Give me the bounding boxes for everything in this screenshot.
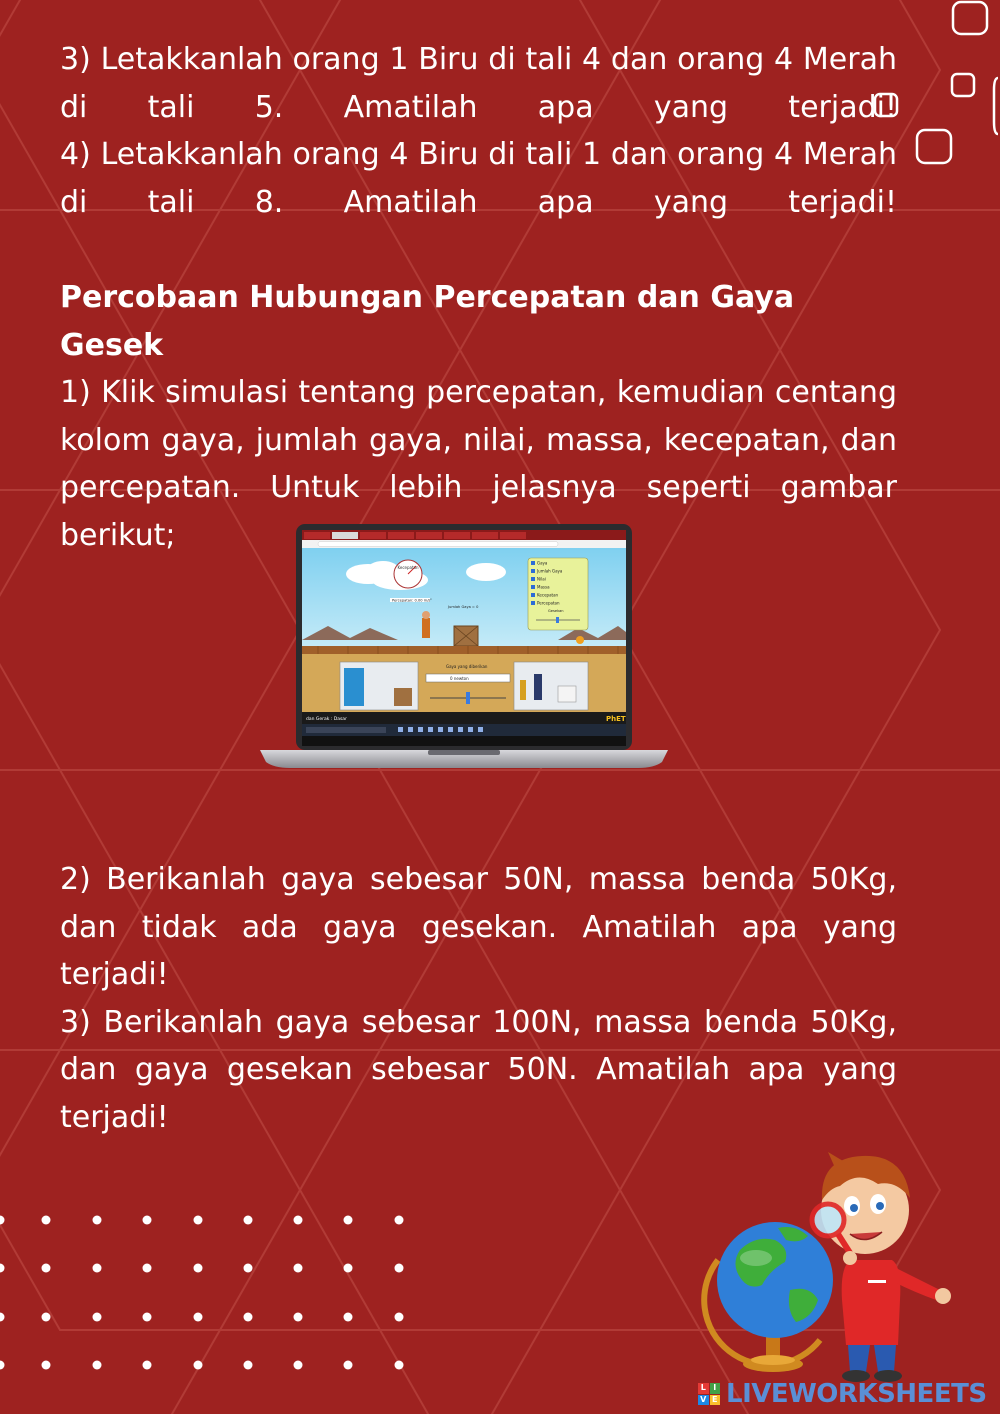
step-3: 3) Berikanlah gaya sebesar 100N, massa benda 50Kg, dan gaya gesekan sebesar 50N. Amatilah apa yang terjadi! — [60, 1004, 897, 1135]
liveworksheets-branding — [698, 1378, 998, 1410]
logo-letter-i: I — [710, 1383, 721, 1394]
laptop-simulation-image — [258, 522, 670, 770]
sim-applied-force-label: Gaya yang diberikan — [446, 664, 488, 669]
liveworksheets-logo-icon — [698, 1383, 720, 1405]
sim-panel-item-1: Jumlah Gaya — [537, 568, 563, 574]
kid-with-globe-illustration — [700, 1140, 960, 1385]
sim-panel-item-4: Kecepatan — [537, 592, 559, 598]
sim-speed-label: Kecepatan — [397, 565, 419, 570]
liveworksheets-wordmark: LIVEWORKSHEETS — [726, 1379, 987, 1409]
sim-panel-item-5: Percepatan — [537, 600, 560, 606]
instruction-3: 3) Letakkanlah orang 1 Biru di tali 4 dan orang 4 Merah di tali 5. Amatilah apa yang terjadi! — [60, 42, 897, 125]
sim-acceleration-label: Percepatan: 0.00 m/s² — [392, 598, 432, 603]
sim-panel-item-2: Nilai — [537, 576, 546, 582]
instruction-4: 4) Letakkanlah orang 4 Biru di tali 1 dan orang 4 Merah di tali 8. Amatilah apa yang terjadi! — [60, 137, 897, 220]
sim-footer-label: dan Gerak : Dasar — [306, 717, 347, 722]
logo-letter-e: E — [710, 1395, 721, 1406]
sim-panel-item-0: Gaya — [537, 560, 548, 566]
sim-friction-label: Gesekan — [548, 609, 564, 613]
sim-sum-force-label: Jumlah Gaya = 0 — [448, 605, 479, 609]
sim-panel-item-3: Massa — [537, 584, 550, 590]
step-1: 1) Klik simulasi tentang percepatan, kemudian centang kolom gaya, jumlah gaya, nilai, massa, kecepatan, dan percepatan. Untuk lebih jelasnya seperti gambar berikut; — [60, 375, 897, 553]
logo-letter-v: V — [698, 1395, 709, 1406]
dot-grid-decoration — [0, 1210, 420, 1380]
logo-letter-l: L — [698, 1383, 709, 1394]
sim-force-value: 0 newton — [450, 676, 469, 681]
phet-logo: PhET — [606, 715, 626, 723]
section-heading: Percobaan Hubungan Percepatan dan Gaya Gesek — [60, 280, 795, 363]
step-2: 2) Berikanlah gaya sebesar 50N, massa benda 50Kg, dan tidak ada gaya gesekan. Amatilah apa yang terjadi! — [60, 862, 897, 992]
